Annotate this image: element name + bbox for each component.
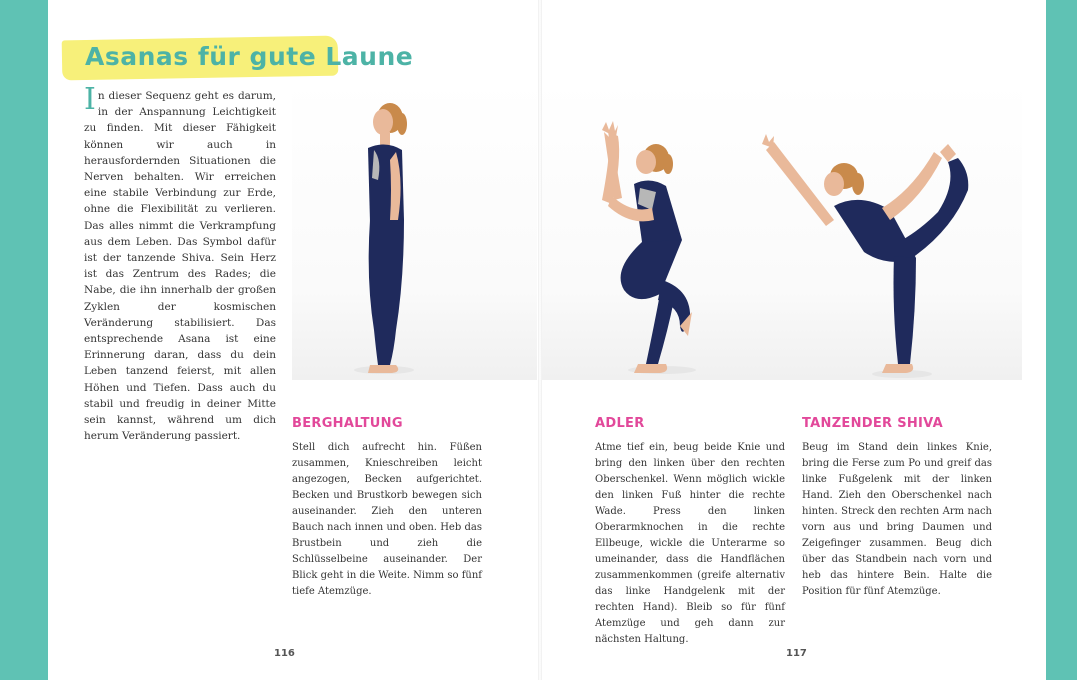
pose-text-berghaltung: Stell dich aufrecht hin. Füßen zusammen, Knieschreiben leicht angezogen, Becken aufgerichtet. Becken und Brustkorb bewegen sich auseinander. Zieh den unteren Bauch nach innen und oben. Heb das Brustbein und zieh die Schlüsselbeine auseinander. Der Blick geht in die Weite. Nimm so fünf tiefe Atemzüge.: [292, 442, 482, 597]
pose-text-adler: Atme tief ein, beug beide Knie und bring den linken über den rechten Oberschenkel. Wenn möglich wickle den linken Fuß hinter die rechte Wade. Press den linken Oberarmknochen in die rechte Ellbeuge, wickle die Unterarme so umeinander, dass die Handflächen zusammenkommen (greife alternativ das linke Handgelenk mit der rechten Hand). Bleib so für fünf Atemzüge und geh dann zur nächsten Haltung.: [595, 442, 785, 645]
pose-heading-tanzender-shiva: TANZENDER SHIVA: [802, 416, 944, 431]
photo-adler: [542, 80, 762, 380]
pose-heading-berghaltung: BERGHALTUNG: [292, 416, 403, 431]
photo-berghaltung: [292, 80, 537, 380]
pose-heading-adler: ADLER: [595, 416, 645, 431]
intro-paragraph: [84, 82, 276, 444]
dancer-pose-illustration: [762, 80, 1022, 380]
page-number-left: 116: [274, 648, 295, 659]
mountain-pose-illustration: [292, 80, 537, 380]
eagle-pose-illustration: [542, 80, 762, 380]
drop-cap: I: [84, 82, 96, 117]
intro-text: n dieser Sequenz geht es darum, in der Anspannung Leichtigkeit zu finden. Mit dieser Fähigkeit können wir auch in herausfordernden Situationen die Nerven behalten. Wir erreichen eine stabile Verbindung zur Erde, ohne die Flexibilität zu verlieren. Das alles nimmt die Verkrampfung aus dem Leben. Das Symbol dafür ist der tanzende Shiva. Sein Herz ist das Zentrum des Rades; die Nabe, die ihn innerhalb der großen Zyklen der kosmischen Veränderung stabilisiert. Das entsprechende Asana ist eine Erinnerung daran, dass du dein Leben tanzend feierst, mit allen Höhen und Tiefen. Dass auch du stabil und freudig in deiner Mitte sein kannst, während um dich herum Veränderung passiert.: [84, 90, 276, 443]
page-number-right: 117: [786, 648, 807, 659]
pose-text-tanzender-shiva: Beug im Stand dein linkes Knie, bring die Ferse zum Po und greif das linke Fußgelenk mit der linken Hand. Zieh den Oberschenkel nach hinten. Streck den rechten Arm nach vorn aus und bring Daumen und Zeigefinger zusammen. Beug dich über das Standbein nach vorn und heb das hintere Bein. Halte die Position für fünf Atemzüge.: [802, 442, 992, 597]
page-title: Asanas für gute Laune: [85, 42, 414, 71]
photo-tanzender-shiva: [762, 80, 1022, 380]
